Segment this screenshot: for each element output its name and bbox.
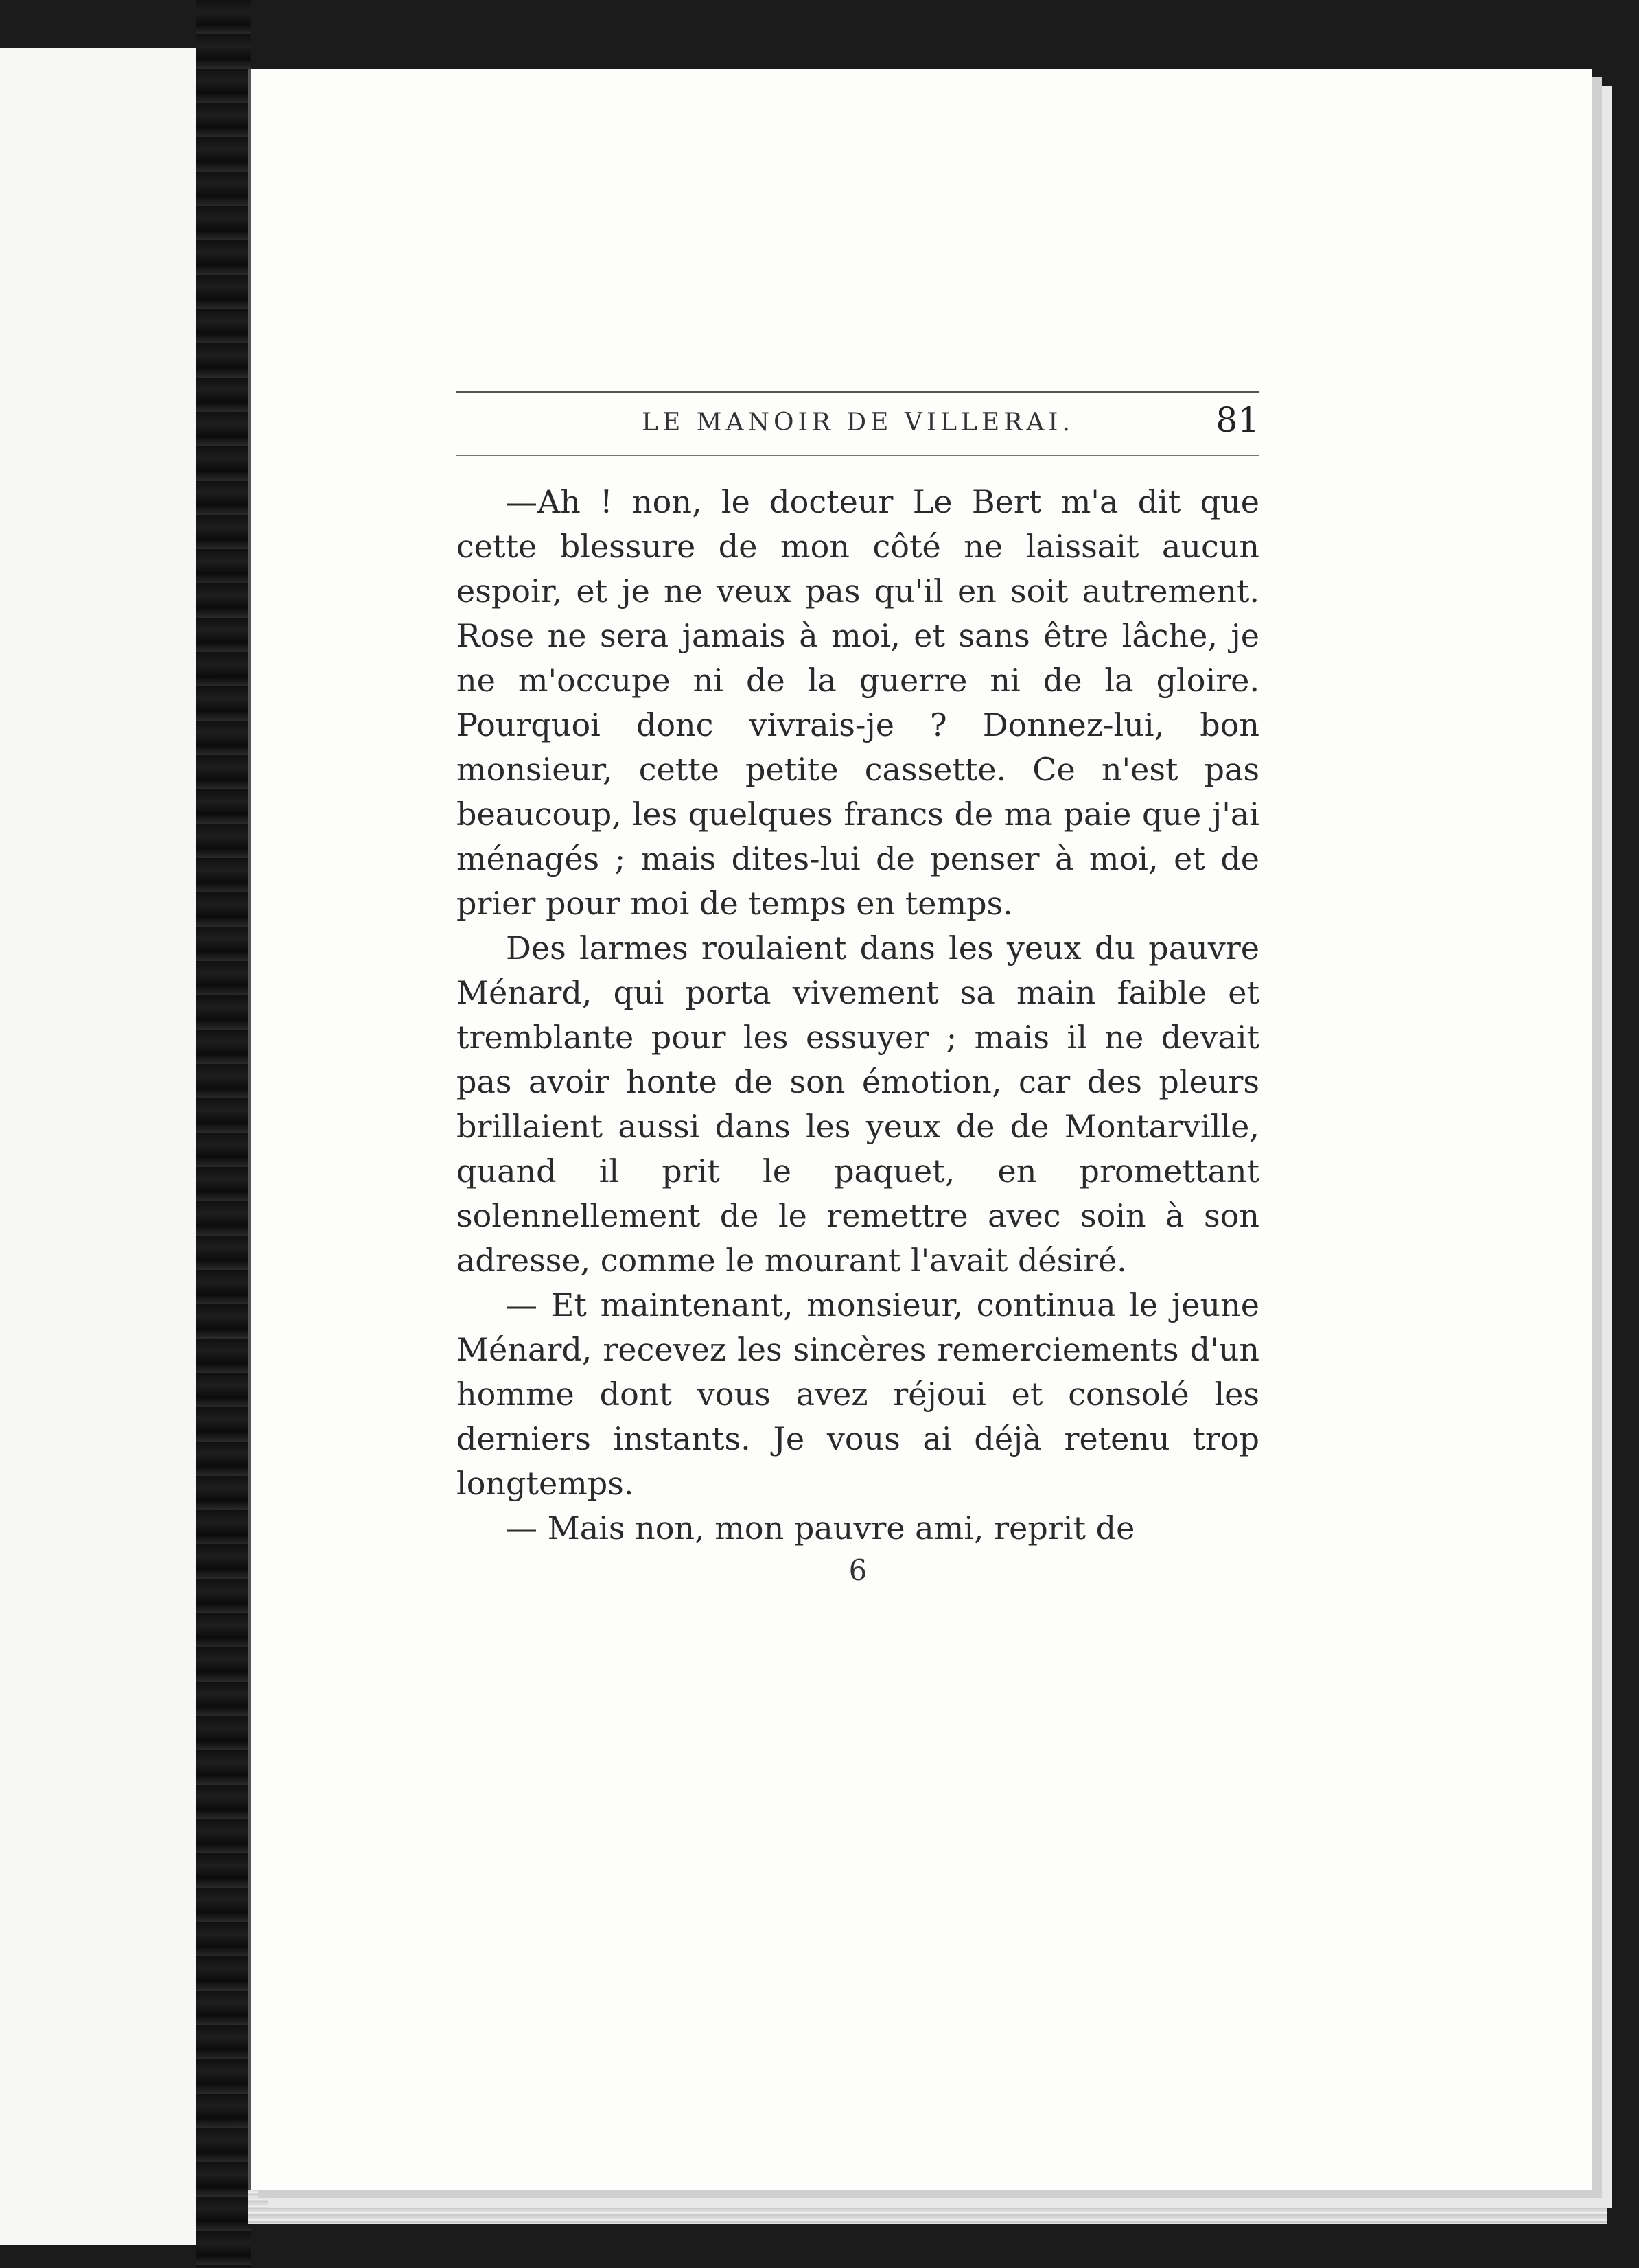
page-number: 81 (1216, 400, 1259, 440)
paragraph-4: — Mais non, mon pauvre ami, reprit de (506, 1509, 1135, 1547)
page-text-block (456, 391, 1259, 1587)
running-title: LE MANOIR DE VILLERAI. (642, 408, 1074, 437)
paragraph-2: Des larmes roulaient dans les yeux du pauvre Ménard, qui porta vivement sa main faible et tremblante pour les essuyer ; mais il ne devait pas avoir honte de son émotion, car des pleurs brillaient aussi dans les yeux de de Montarville, quand il prit le paquet, en promettant solennellement de le remettre avec soin à son adresse, comme le mourant l'avait désiré. (456, 929, 1259, 1279)
left-page-edge (0, 48, 200, 2245)
signature-mark: 6 (848, 1553, 868, 1587)
running-head (456, 393, 1259, 455)
paragraph-3: — Et maintenant, monsieur, continua le jeune Ménard, recevez les sincères remerciements d'un homme dont vous avez réjoui et consolé les derniers instants. Je vous ai déjà retenu trop longtemps. (456, 1286, 1259, 1502)
book-binding (196, 0, 251, 2268)
paragraph-1: —Ah ! non, le docteur Le Bert m'a dit que cette blessure de mon côté ne laissait aucun espoir, et je ne veux pas qu'il en soit autrement. Rose ne sera jamais à moi, et sans être lâche, je ne m'occupe ni de la guerre ni de la gloire. Pourquoi donc vivrais-je ? Donnez-lui, bon monsieur, cette petite cassette. Ce n'est pas beaucoup, les quelques francs de ma paie que j'ai ménagés ; mais dites-lui de penser à moi, et de prier pour moi de temps en temps. (456, 483, 1259, 922)
header-bottom-rule (456, 455, 1259, 456)
